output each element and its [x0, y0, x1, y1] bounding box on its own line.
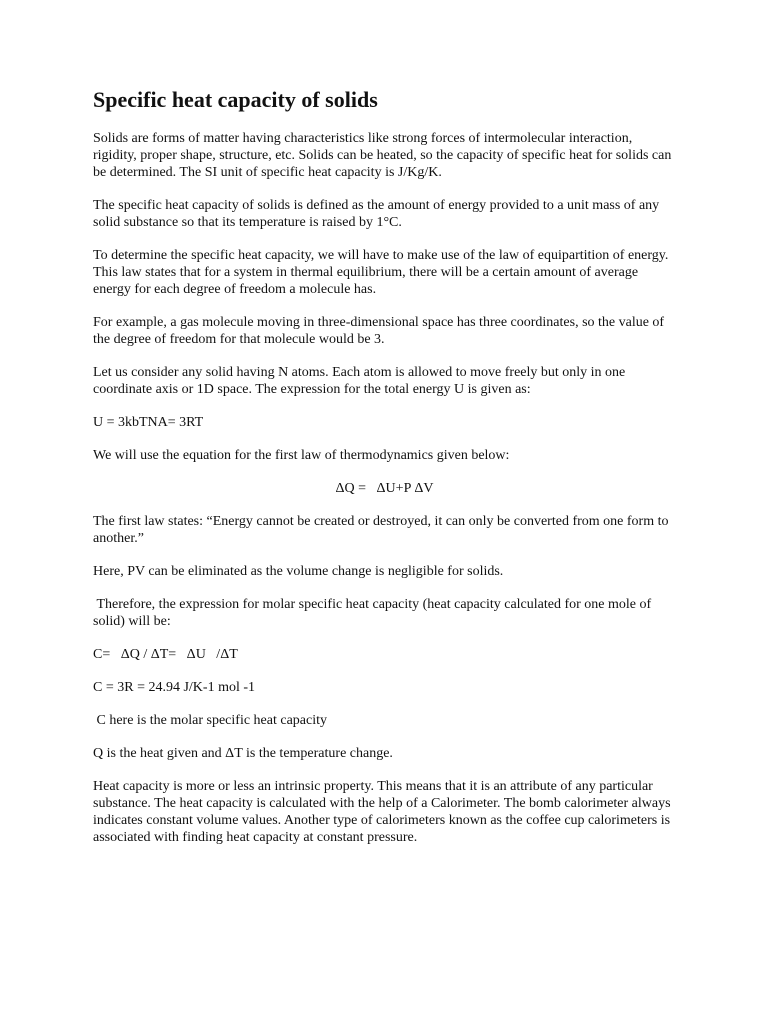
page-title: Specific heat capacity of solids [93, 87, 378, 112]
paragraph-n-atoms: Let us consider any solid having N atoms. Each atom is allowed to move freely but only in one coordinate axis or 1D space. The expression for the total energy U is given as: [93, 365, 629, 397]
equation-molar-heat: C= ΔQ / ΔT= ΔU /ΔT [93, 647, 238, 662]
paragraph-gas-example: For example, a gas molecule moving in three-dimensional space has three coordinates, so the value of the degree of freedom for that molecule would be 3. [93, 315, 668, 347]
paragraph-molar-expression: Therefore, the expression for molar specific heat capacity (heat capacity calculated for one mole of solid) will be: [93, 597, 655, 629]
paragraph-equipartition: To determine the specific heat capacity, we will have to make use of the law of equipartition of energy. This law states that for a system in thermal equilibrium, there will be a certain amount of average energy for each degree of freedom a molecule has. [93, 248, 672, 297]
paragraph-q-definition: Q is the heat given and ΔT is the temperature change. [93, 746, 393, 761]
paragraph-solids-intro: Solids are forms of matter having characteristics like strong forces of intermolecular interaction, rigidity, proper shape, structure, etc. Solids can be heated, so the capacity of specific heat for solids can be determined. The SI unit of specific heat capacity is J/Kg/K. [93, 131, 675, 180]
paragraph-calorimeter: Heat capacity is more or less an intrinsic property. This means that it is an attribute of any particular substance. The heat capacity is calculated with the help of a Calorimeter. The bomb calorimeter always indicates constant volume values. Another type of calorimeters known as the coffee cup calorimeters is associated with finding heat capacity at constant pressure. [93, 779, 675, 845]
paragraph-first-law-statement: The first law states: “Energy cannot be created or destroyed, it can only be converted from one form to another.” [93, 514, 672, 546]
paragraph-first-law-intro: We will use the equation for the first law of thermodynamics given below: [93, 448, 510, 463]
equation-first-law: ΔQ = ΔU+P ΔV [335, 481, 434, 496]
paragraph-pv-eliminated: Here, PV can be eliminated as the volume change is negligible for solids. [93, 564, 504, 579]
paragraph-c-definition: C here is the molar specific heat capacity [93, 713, 328, 728]
equation-total-energy: U = 3kbTNA= 3RT [93, 415, 204, 430]
paragraph-definition: The specific heat capacity of solids is defined as the amount of energy provided to a unit mass of any solid substance so that its temperature is raised by 1°C. [93, 198, 663, 230]
equation-3r: C = 3R = 24.94 J/K-1 mol -1 [93, 680, 256, 695]
